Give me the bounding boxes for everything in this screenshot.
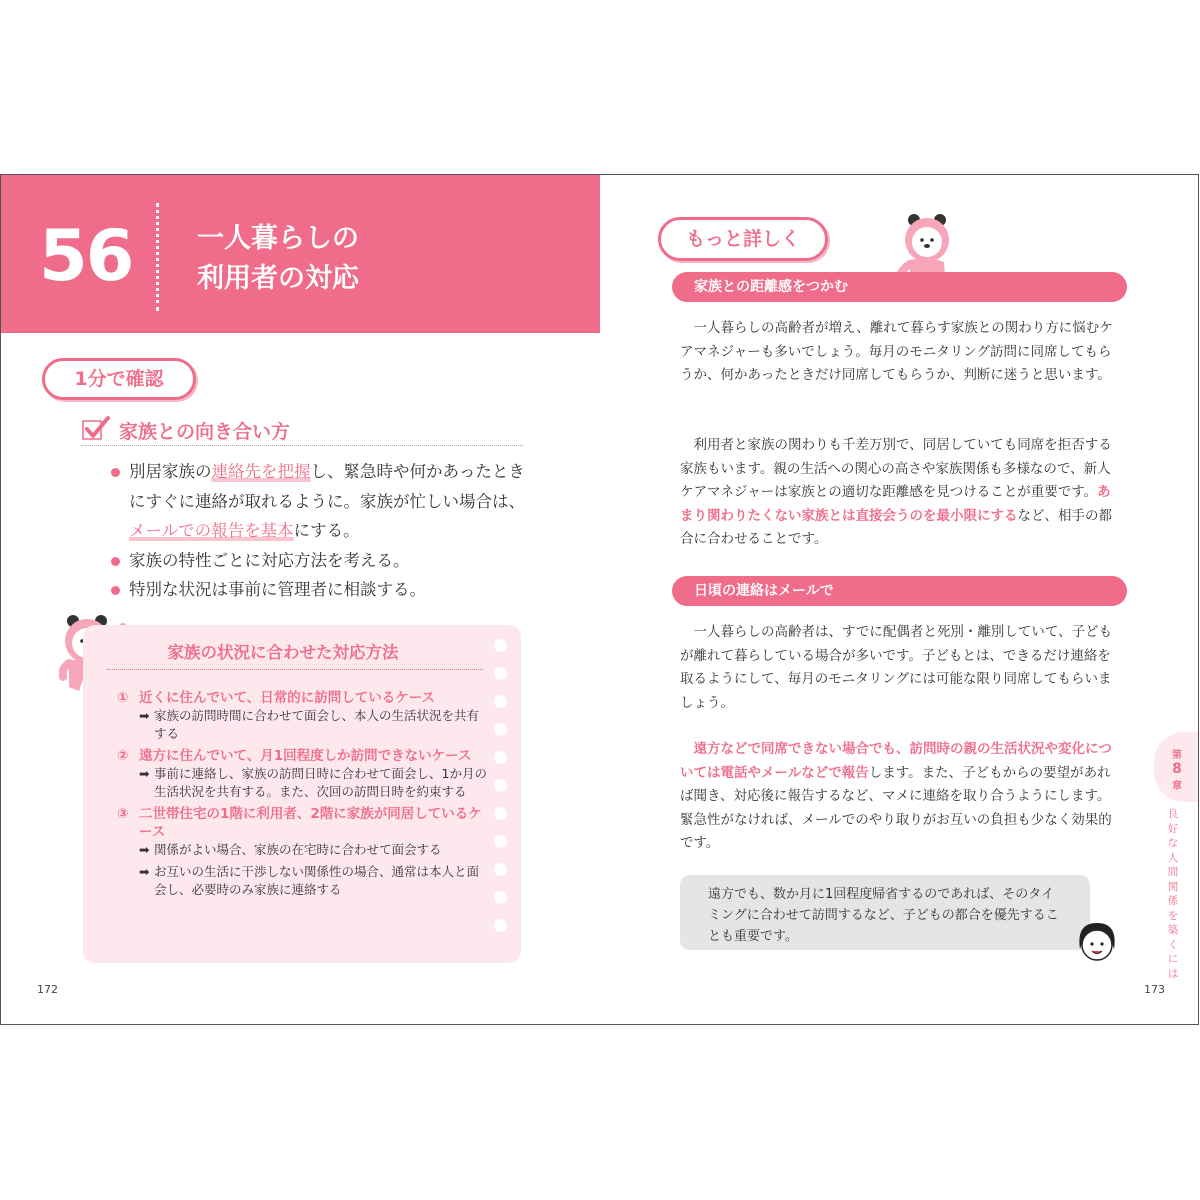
- case-detail: ➡ 家族の訪問時間に合わせて面会し、本人の生活状況を共有する: [139, 708, 480, 741]
- quick-check-pill: 1分で確認: [42, 358, 196, 400]
- box-title: 家族の状況に合わせた対応方法: [167, 643, 399, 662]
- case-title: ② 遠方に住んでいて、月1回程度しか訪問できないケース: [117, 748, 472, 764]
- case-title: ① 近くに住んでいて、日常的に訪問しているケース: [117, 690, 436, 706]
- case-detail: ➡ 事前に連絡し、家族の訪問日時に合わせて面会し、1か月の生活状況を共有する。また、次回の訪問日時を約束する: [139, 766, 487, 799]
- case-list: [117, 689, 487, 903]
- notebook-holes: [494, 639, 507, 947]
- chapter-tab: 第 8 章: [1154, 732, 1199, 802]
- section-title: 一人暮らしの 利用者の対応: [197, 223, 359, 294]
- section-heading-email: 日頃の連絡はメールで: [672, 576, 1127, 606]
- paragraph: 遠方などで同席できない場合でも、訪問時の親の生活状況や変化については電話やメールなどで報告します。また、子どもからの要望があれば聞き、対応後に報告するなど、マメに連絡を取り合うようにします。緊急性がなければ、メールでのやり取りがお互いの負担も少なく効果的です。: [680, 741, 1112, 851]
- chapter-header: [1, 175, 600, 333]
- case-detail: ➡ 関係がよい場合、家族の在宅時に合わせて面会する: [139, 842, 442, 857]
- case-title: ③ 二世帯住宅の1階に利用者、2階に家族が同居しているケース: [117, 806, 482, 840]
- more-detail-pill: もっと詳しく: [658, 217, 828, 261]
- tip-note: 遠方でも、数か月に1回程度帰省するのであれば、そのタイミングに合わせて訪問するなど、子どもの都合を優先することも重要です。: [680, 875, 1090, 950]
- page-number-right: 173: [1144, 983, 1165, 996]
- page-number-left: 172: [37, 983, 58, 996]
- highlight: メールでの報告を基本: [129, 521, 294, 540]
- paragraph: 一人暮らしの高齢者が増え、離れて暮らす家族との関わり方に悩むケアマネジャーも多いでしょう。毎月のモニタリング訪問に同席してもらうか、何かあったときだけ同席してもらうか、判断に迷うと思います。: [680, 320, 1113, 383]
- list-item: 家族の特性ごとに対応方法を考える。: [109, 546, 529, 576]
- methods-box: [83, 625, 521, 963]
- section-number: 56: [39, 215, 133, 297]
- woman-face-icon: [1072, 919, 1122, 963]
- check-heading-text: 家族との向き合い方: [119, 421, 291, 443]
- check-heading: [81, 415, 523, 446]
- book-spread: [0, 174, 1199, 1025]
- section-heading-distance: 家族との距離感をつかむ: [672, 272, 1127, 302]
- paragraph: 利用者と家族の関わりも千差万別で、同居していても同席を拒否する家族もいます。親の生活への関心の高さや家族関係も多様なので、新人ケアマネジャーは家族との適切な距離感を見つけることが重要です。あまり関わりたくない家族とは直接会うのを最小限にするなど、相手の都合に合わせることです。: [680, 437, 1112, 547]
- list-item: 特別な状況は事前に管理者に相談する。: [109, 575, 529, 605]
- highlight: あまり関わりたくない家族とは直接会うのを最小限にする: [680, 484, 1111, 524]
- key-points-list: [109, 457, 529, 605]
- highlight: 遠方などで同席できない場合でも、訪問時の親の生活状況や変化については電話やメールなどで報告: [680, 741, 1112, 781]
- chapter-title-vertical: 良好な人間関係を築くには: [1167, 808, 1179, 980]
- paragraph: 一人暮らしの高齢者は、すでに配偶者と死別・離別していて、子どもが離れて暮らしている場合が多いです。子どもとは、できるだけ連絡を取るようにして、毎月のモニタリングには可能な限り同席してもらいましょう。: [680, 624, 1113, 711]
- case-detail: ➡ お互いの生活に干渉しない関係性の場合、通常は本人と面会し、必要時のみ家族に連絡する: [139, 864, 480, 897]
- highlight: 連絡先を把握: [211, 462, 311, 481]
- header-divider: [156, 203, 159, 311]
- list-item: 別居家族の連絡先を把握し、緊急時や何かあったときにすぐに連絡が取れるように。家族が忙しい場合は、メールでの報告を基本にする。: [109, 457, 529, 546]
- divider: [107, 669, 483, 670]
- checkmark-icon: [81, 415, 111, 443]
